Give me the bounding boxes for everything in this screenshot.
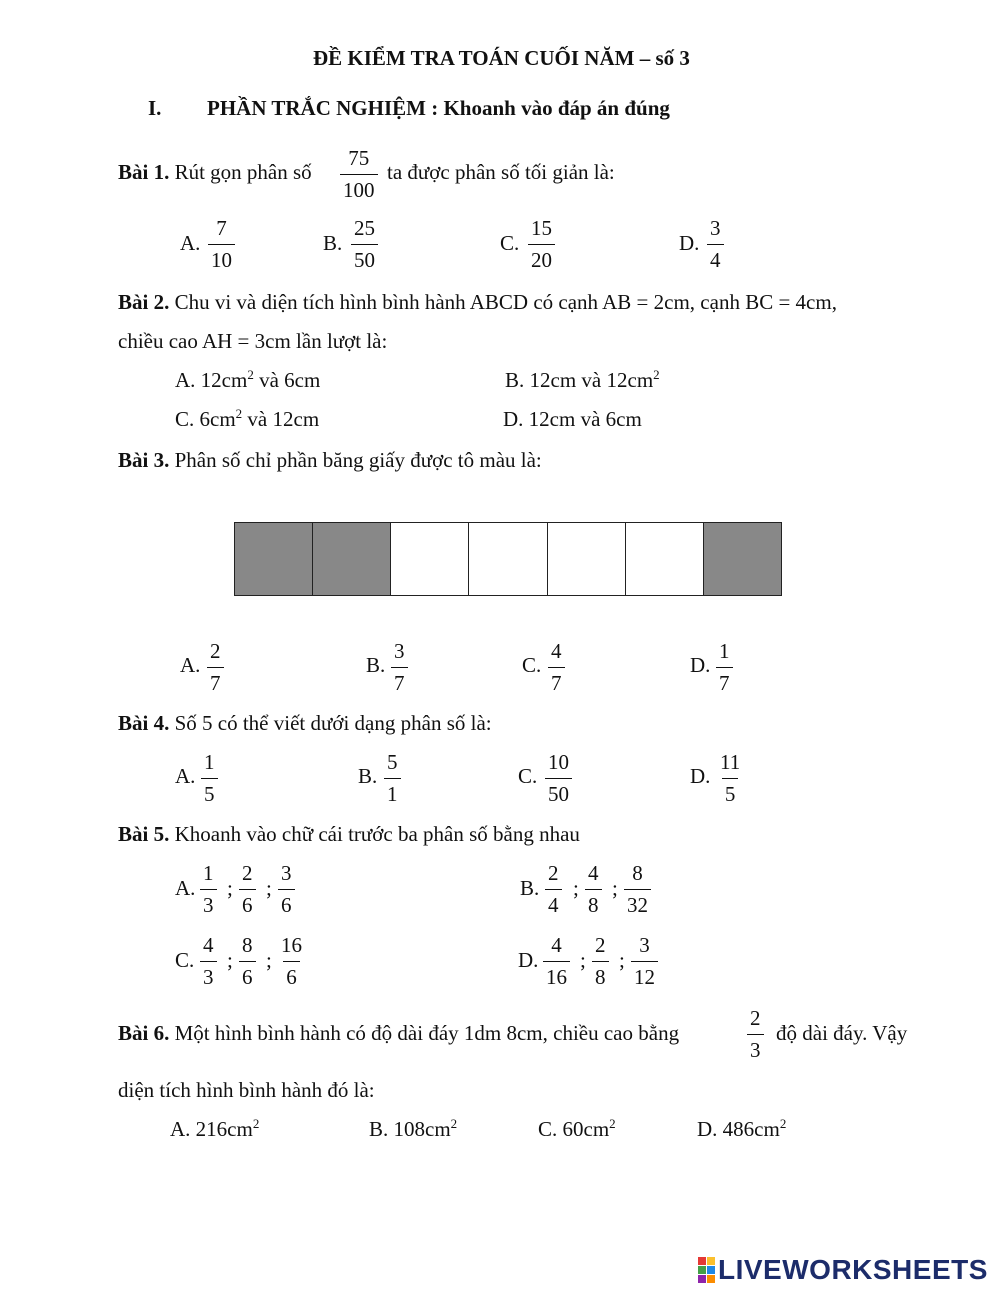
question-4-stem [118,711,492,736]
q1-option-c-fraction: $\frac{15}{20}$ [528,218,555,271]
q4-option-c-fraction: $\frac{10}{50}$ [545,752,572,805]
q5-option-b-fraction-2: $\frac{4}{8}$ [585,863,602,916]
q3-option-a-fraction: $\frac{2}{7}$ [207,641,224,694]
question-6-label: Bài 6. [118,1021,170,1045]
question-6-stem [118,1021,679,1046]
question-1-fraction [340,148,378,201]
q5-option-d[interactable]: D. [518,948,539,972]
q5-option-c-fraction-1: $\frac{4}{3}$ [200,935,217,988]
question-3-text: Phân số chỉ phần băng giấy được tô màu là: [174,448,542,472]
question-4-label: Bài 4. [118,711,170,735]
strip-cell [469,523,547,595]
q5-option-d-fraction-3: $\frac{3}{12}$ [631,935,658,988]
q3-option-d-fraction: $\frac{1}{7}$ [716,641,733,694]
separator: ; [573,876,579,900]
q1-option-a-fraction: $\frac{7}{10}$ [208,218,235,271]
q6-option-d[interactable]: D. $486cm^2$ [697,1116,787,1141]
q2-option-c[interactable]: C. $6cm^2$ và 12cm [175,406,320,431]
q5-option-c-fraction-3: $\frac{16}{6}$ [281,933,302,989]
q3-option-a[interactable]: A. [180,653,201,677]
fraction-numerator: 75 [348,146,370,170]
q2-option-d[interactable]: D. 12cm và 6cm [503,407,642,431]
q5-option-b-fraction-3: $\frac{8}{32}$ [624,863,651,916]
worksheet-title: ĐỀ KIỂM TRA TOÁN CUỐI NĂM – số 3 [313,46,690,70]
question-6-text-line2: diện tích hình bình hành đó là: [118,1078,375,1102]
section-heading: PHẦN TRẮC NGHIỆM : Khoanh vào đáp án đúng [207,96,670,120]
strip-cell-shaded [704,523,781,595]
strip-cell [626,523,704,595]
q5-option-a-fraction-1: $\frac{1}{3}$ [200,863,217,916]
question-2-stem [118,290,837,315]
logo-text: LIVEWORKSHEETS [718,1254,988,1285]
q6-option-a[interactable]: A. $216cm^2$ [170,1116,260,1141]
q5-option-a-fraction-2: $\frac{2}{6}$ [239,863,256,916]
strip-cell-shaded [313,523,391,595]
separator: ; [580,948,586,972]
separator: ; [227,948,233,972]
question-2-label: Bài 2. [118,290,170,314]
q5-option-a[interactable]: A. [175,876,196,900]
q6-option-c[interactable]: C. $60cm^2$ [538,1116,616,1141]
q1-option-a[interactable]: A. [180,231,201,255]
strip-cell [391,523,469,595]
q1-option-b[interactable]: B. [323,231,343,255]
q3-option-b-fraction: $\frac{3}{7}$ [391,641,408,694]
q3-option-c[interactable]: C. [522,653,542,677]
q4-option-b[interactable]: B. [358,764,378,788]
q2-option-b[interactable]: B. 12cm và $12cm^2$ [505,367,660,392]
q5-option-b[interactable]: B. [520,876,540,900]
question-1-label: Bài 1. [118,160,170,184]
q4-option-b-fraction: $\frac{5}{1}$ [384,752,401,805]
q5-option-c[interactable]: C. [175,948,195,972]
question-3-label: Bài 3. [118,448,170,472]
q4-option-c[interactable]: C. [518,764,538,788]
q4-option-a[interactable]: A. [175,764,196,788]
q3-option-d[interactable]: D. [690,653,711,677]
separator: ; [266,876,272,900]
question-5-stem [118,822,580,847]
separator: ; [619,948,625,972]
q5-option-d-fraction-2: $\frac{2}{8}$ [592,935,609,988]
question-1-text: Rút gọn phân số [174,160,312,184]
question-1-stem [118,160,312,185]
question-6-text: Một hình bình hành có độ dài đáy 1dm 8cm, chiều cao bằng [174,1021,680,1045]
logo-icon [698,1257,715,1283]
q4-option-d-fraction: $\frac{11}{5}$ [720,750,741,806]
question-4-text: Số 5 có thể viết dưới dạng phân số là: [174,711,492,735]
paper-strip [234,522,782,596]
q4-option-d[interactable]: D. [690,764,711,788]
question-2-text-line2: chiều cao AH = 3cm lần lượt là: [118,329,388,353]
q4-option-a-fraction: $\frac{1}{5}$ [201,752,218,805]
question-6-fraction: $\frac{2}{3}$ [747,1008,764,1061]
q5-option-b-fraction-1: $\frac{2}{4}$ [545,863,562,916]
q5-option-c-fraction-2: $\frac{8}{6}$ [239,935,256,988]
separator: ; [227,876,233,900]
question-2-text: Chu vi và diện tích hình bình hành ABCD có cạnh AB = 2cm, cạnh BC = 4cm, [174,290,837,314]
strip-cell [548,523,626,595]
q6-option-b[interactable]: B. $108cm^2$ [369,1116,458,1141]
question-6-text-after: độ dài đáy. Vậy [776,1021,908,1045]
q1-option-c[interactable]: C. [500,231,520,255]
q5-option-d-fraction-1: $\frac{4}{16}$ [543,935,570,988]
q5-option-a-fraction-3: $\frac{3}{6}$ [278,863,295,916]
liveworksheets-logo [698,1254,988,1286]
q1-option-b-fraction: $\frac{25}{50}$ [351,218,378,271]
strip-cell-shaded [235,523,313,595]
question-5-label: Bài 5. [118,822,170,846]
separator: ; [612,876,618,900]
separator: ; [266,948,272,972]
q2-option-a[interactable]: A. $12cm^2$ và 6cm [175,367,321,392]
q3-option-b[interactable]: B. [366,653,386,677]
section-number: I. [148,96,162,120]
q3-option-c-fraction: $\frac{4}{7}$ [548,641,565,694]
q1-option-d[interactable]: D. [679,231,700,255]
question-3-stem [118,448,542,473]
fraction-denominator: 100 [340,174,378,201]
q1-option-d-fraction: $\frac{3}{4}$ [707,218,724,271]
question-1-text-after: ta được phân số tối giản là: [387,160,615,184]
question-5-text: Khoanh vào chữ cái trước ba phân số bằng nhau [174,822,580,846]
